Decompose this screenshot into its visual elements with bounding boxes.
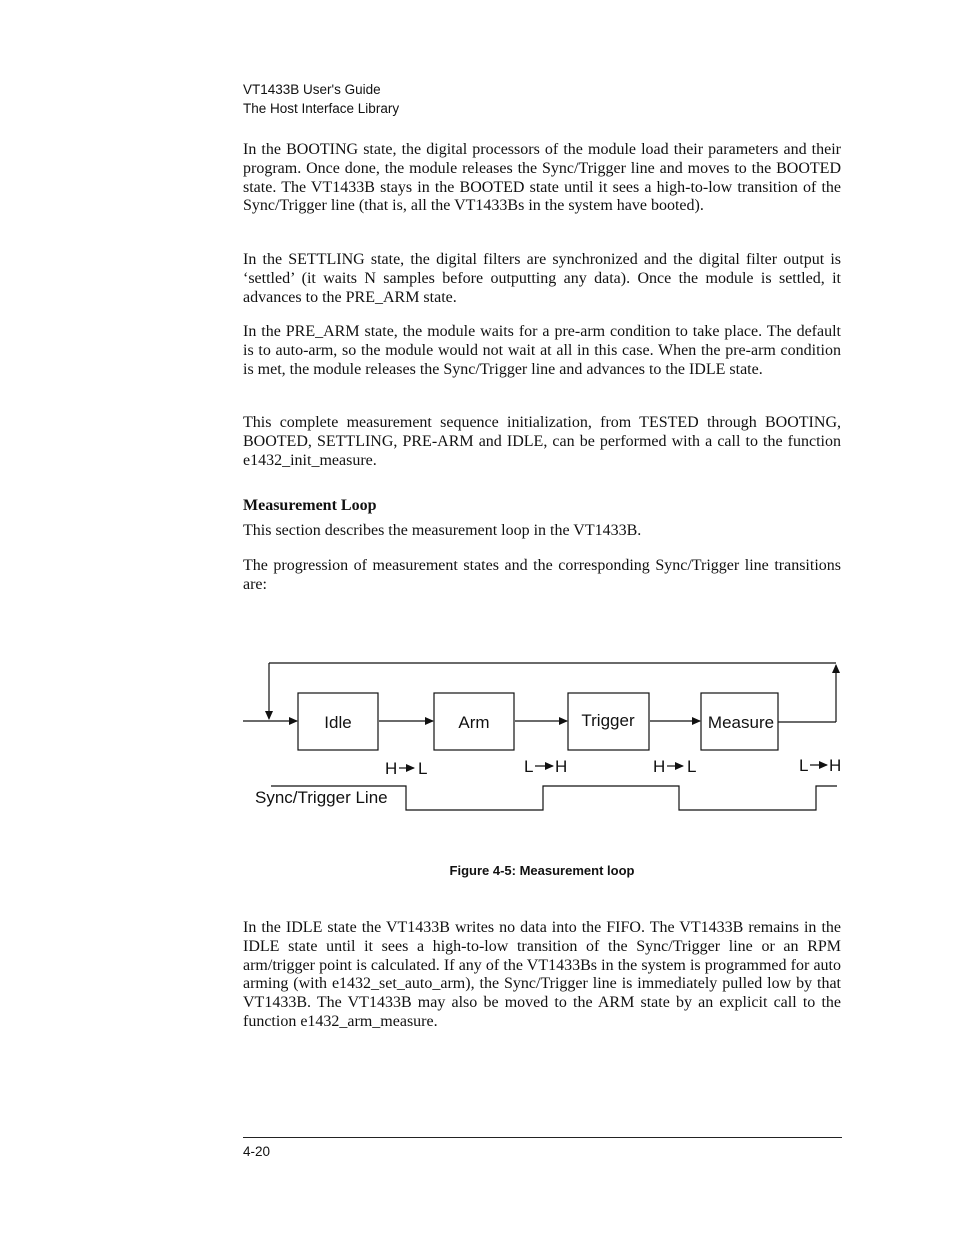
paragraph-loop-intro: This section describes the measurement loop in the VT1433B. <box>243 522 642 539</box>
transition-4-to-3: L <box>687 757 697 776</box>
transition-3-from: H <box>653 757 666 776</box>
paragraph-progression: The progression of measurement states and the corresponding Sync/Trigger line transitions are: <box>243 557 841 593</box>
paragraph-settling: In the SETTLING state, the digital filters are synchronized and the digital filter output is ‘settled’ (it waits N samples before outputting any data). Once the module is settled, it advances to the PRE_ARM state. <box>243 251 841 306</box>
paragraph-pre-arm: In the PRE_ARM state, the module waits for a pre-arm condition to take place. The default is to auto-arm, so the module would not wait at all in this case. When the pre-arm condition is met, the module releases the Sync/Trigger line and advances to the IDLE state. <box>243 323 841 378</box>
transition-4-from: L <box>799 756 809 775</box>
sync-trigger-line-label: Sync/Trigger Line <box>255 788 388 807</box>
paragraph-init-measure: This complete measurement sequence initialization, from TESTED through BOOTING, BOOTED, SETTLING, PRE-ARM and IDLE, can be performed with a call to the function e1432_init_measure. <box>243 414 841 469</box>
state-label-arm: Arm <box>458 713 490 732</box>
transition-4-to: H <box>829 756 842 775</box>
paragraph-booting: In the BOOTING state, the digital processors of the module load their parameters and their program. Once done, the module releases the Sync/Trigger line and moves to the BOOTED state. The VT1433B stays in the BOOTED state until it sees a high-to-low transition of the Sync/Trigger line (that is, all the VT1433Bs in the system have booted). <box>243 141 841 215</box>
running-header-title: VT1433B User's Guide <box>243 82 381 97</box>
transition-1-from: H <box>385 759 398 778</box>
footer-rule <box>243 1137 842 1138</box>
state-label-measure: Measure <box>707 713 775 732</box>
state-label-trigger: Trigger <box>581 711 635 730</box>
figure-caption-wrap <box>0 863 954 878</box>
transition-2-to: H <box>555 757 568 776</box>
paragraph-idle-state: In the IDLE state the VT1433B writes no data into the FIFO. The VT1433B remains in the IDLE state until it sees a high-to-low transition of the Sync/Trigger line or an RPM arm/trigger point is calculated. If any of the VT1433Bs in the system is programmed for auto arming (with e1432_set_auto_arm), the Sync/Trigger line is immediately pulled low by that VT1433B. The VT1433B may also be moved to the ARM state by an explicit call to the function e1432_arm_measure. <box>243 919 841 1030</box>
figure-caption: Figure 4-5: Measurement loop <box>449 863 635 878</box>
section-heading: Measurement Loop <box>243 497 377 514</box>
running-header-section: The Host Interface Library <box>243 101 400 116</box>
transition-2-from: L <box>524 757 534 776</box>
page-number: 4-20 <box>243 1144 271 1159</box>
transition-1-to: L <box>418 759 428 778</box>
state-label-idle: Idle <box>324 713 352 732</box>
